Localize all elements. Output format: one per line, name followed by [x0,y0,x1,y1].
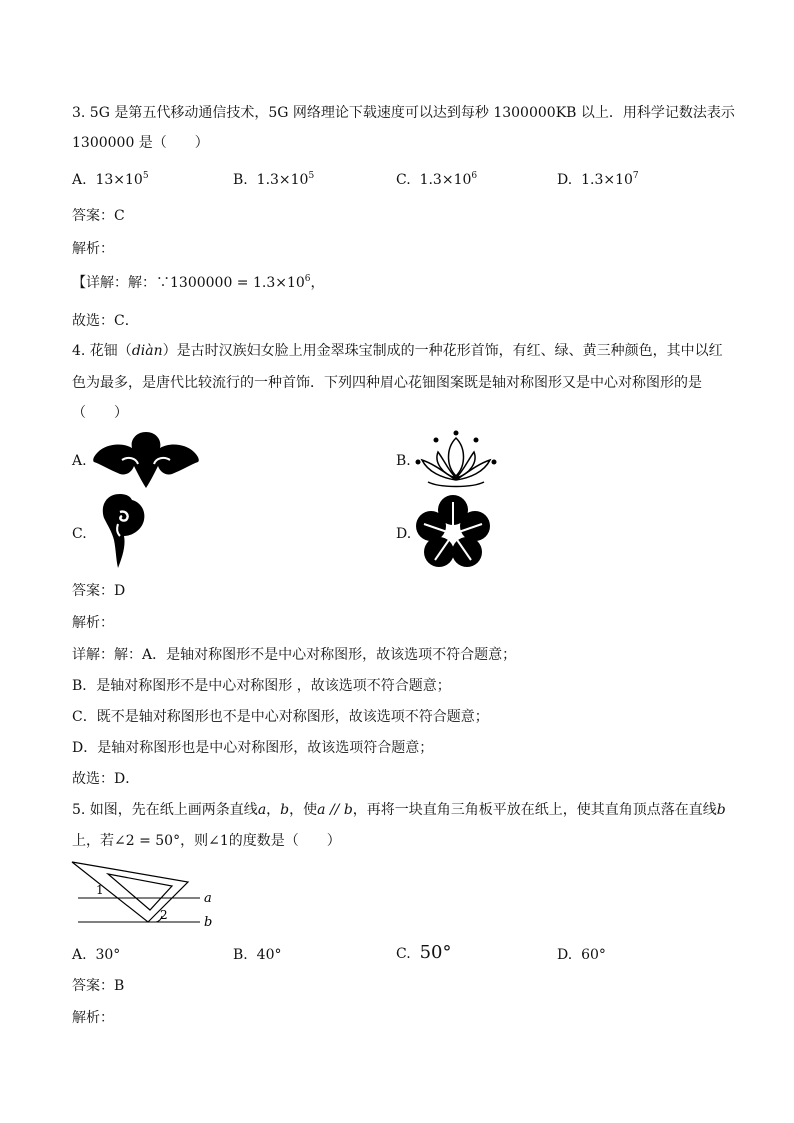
q4-stem-line3: （ ） [72,405,128,421]
q3-detail [72,274,325,292]
line-a-label: a [204,891,212,906]
q4-option-c-label: C. [72,526,87,542]
q4-option-b-label: B. [396,453,411,469]
q4-answer: 答案：D [72,583,126,599]
triangle-ruler-figure [70,858,220,932]
angle-1-label: 1 [96,883,104,897]
q3-option-b-label: B. [233,172,248,188]
q3-option-a-label: A. [72,172,87,188]
swirl-ornament-c-icon [98,492,148,570]
q3-choice: 故选：C． [72,313,139,329]
q3-analysis: 解析： [72,241,114,257]
q3-option-b-exp: 5 [308,171,315,181]
q4-stem-line1 [72,342,723,360]
q5-option-c [396,944,451,963]
q5-var-b2: b [716,802,726,818]
q5-parallel: a // b [317,802,353,818]
q3-option-d [557,171,639,189]
q5-stem-line1 [72,801,726,819]
q4-analysis: 解析： [72,615,114,631]
q3-option-d-base: 1.3×10 [581,172,633,188]
q4-detail-a: 详解：解：A．是轴对称图形不是中心对称图形，故该选项不符合题意； [72,647,517,663]
q5-option-b [233,946,281,964]
q3-option-a-exp: 5 [142,171,149,181]
cloud-ornament-a-icon [92,430,200,490]
q3-detail-exp: 6 [304,274,311,284]
q4-stem-part: 4. 花钿（ [72,343,132,359]
q3-stem-line2: 1300000 是（ ） [72,135,209,151]
q3-option-c-label: C. [396,172,411,188]
q5-option-c-label: C. [396,946,411,962]
q5-var-a: a [257,802,267,818]
q4-detail-c: C．既不是轴对称图形也不是中心对称图形，故该选项不符合题意； [72,709,489,725]
q3-option-c-base: 1.3×10 [419,172,472,188]
q3-option-c [396,171,477,189]
q3-stem-line1: 3. 5G 是第五代移动通信技术，5G 网络理论下载速度可以达到每秒 1300000KB 以上．用科学记数法表示 [72,105,735,121]
q3-option-d-exp: 7 [632,171,639,181]
q3-option-c-exp: 6 [471,171,478,181]
q3-option-a-base: 13×10 [95,172,143,188]
q5-option-d-label: D. [557,947,573,963]
q5-option-b-label: B. [233,947,248,963]
q4-detail-b: B．是轴对称图形不是中心对称图形 ，故该选项不符合题意； [72,678,451,694]
line-b-label: b [204,915,213,930]
q5-comma: ， [266,802,281,818]
q5-analysis: 解析： [72,1010,114,1026]
q4-option-a-label: A. [72,453,87,469]
q3-option-a [72,171,149,189]
plum-blossom-d-icon [414,494,492,570]
q5-stem-part: ，使 [289,802,318,818]
q4-stem-line2: 色为最多，是唐代比较流行的一种首饰．下列四种眉心花钿图案既是轴对称图形又是中心对称图形的是 [72,375,702,391]
q3-detail-suffix: ， [310,275,325,291]
q4-detail-d: D．是轴对称图形也是中心对称图形，故该选项符合题意； [72,740,434,756]
q5-option-a-value: 30° [95,947,121,963]
q4-pinyin: diàn [131,343,163,359]
lotus-ornament-b-icon [414,430,498,490]
q5-option-a-label: A. [72,947,87,963]
q4-stem-part: ）是古时汉族妇女脸上用金翠珠宝制成的一种花形首饰，有红、绿、黄三种颜色，其中以红 [162,343,723,359]
angle-2-label: 2 [160,908,168,922]
q5-option-c-value: 50° [419,942,452,963]
q4-choice: 故选：D． [72,771,140,787]
q4-option-d-label: D. [396,526,412,542]
q5-stem-part: 5. 如图，先在纸上画两条直线 [72,802,258,818]
q5-answer: 答案：B [72,978,125,994]
q5-option-d-value: 60° [581,947,606,963]
q3-detail-text: 【详解：解：∵1300000 = 1.3×10 [72,275,305,291]
q3-answer: 答案：C [72,208,125,224]
q5-stem-part: ，再将一块直角三角板平放在纸上，使其直角顶点落在直线 [352,802,717,818]
q5-option-d [557,946,606,964]
q5-option-b-value: 40° [256,947,282,963]
q3-option-d-label: D. [557,172,573,188]
q5-var-b: b [280,802,290,818]
q3-option-b-base: 1.3×10 [256,172,309,188]
q5-option-a [72,946,120,964]
q3-option-b [233,171,314,189]
q5-stem-line2: 上，若∠2 = 50°，则∠1的度数是（ ） [72,833,341,849]
